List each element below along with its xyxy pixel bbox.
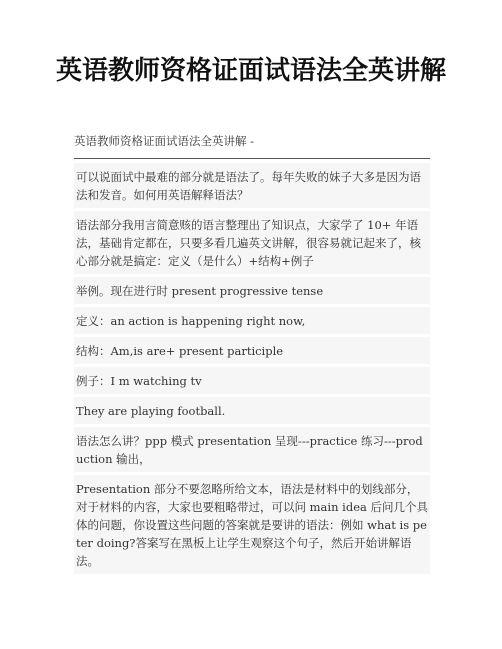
paragraph: 例子：I m watching tv: [74, 367, 430, 394]
paragraph: 语法怎么讲？ppp 模式 presentation 呈现---practice 练习---production 输出，: [74, 427, 430, 472]
paragraph: They are playing football.: [74, 397, 430, 424]
paragraph: 语法部分我用言简意赅的语言整理出了知识点，大家学了 10+ 年语法，基础肯定都在，只要多看几遍英文讲解，很容易就记起来了，核心部分就是搞定：定义（是什么）+结构+例子: [74, 211, 430, 274]
paragraph: Presentation 部分不要忽略所给文本，语法是材料中的划线部分，对于材料的内容，大家也要粗略带过，可以问 main idea 后问几个具体的问题，你设置这些问题的答案就是要讲的语法：例如 what is peter doing?答案写在黑板上让学生观察这个句子，然后开始讲解语法。: [74, 475, 430, 574]
paragraph: 结构：Am,is are+ present participle: [74, 337, 430, 364]
page-title: 英语教师资格证面试语法全英讲解: [55, 56, 446, 86]
paragraph: 举例。现在进行时 present progressive tense: [74, 277, 430, 304]
document-body: [74, 126, 430, 577]
document-subtitle: 英语教师资格证面试语法全英讲解 -: [74, 126, 430, 159]
paragraph: 可以说面试中最难的部分就是语法了。每年失败的妹子大多是因为语法和发音。如何用英语解释语法？: [74, 163, 430, 208]
paragraph: 定义：an action is happening right now,: [74, 307, 430, 334]
